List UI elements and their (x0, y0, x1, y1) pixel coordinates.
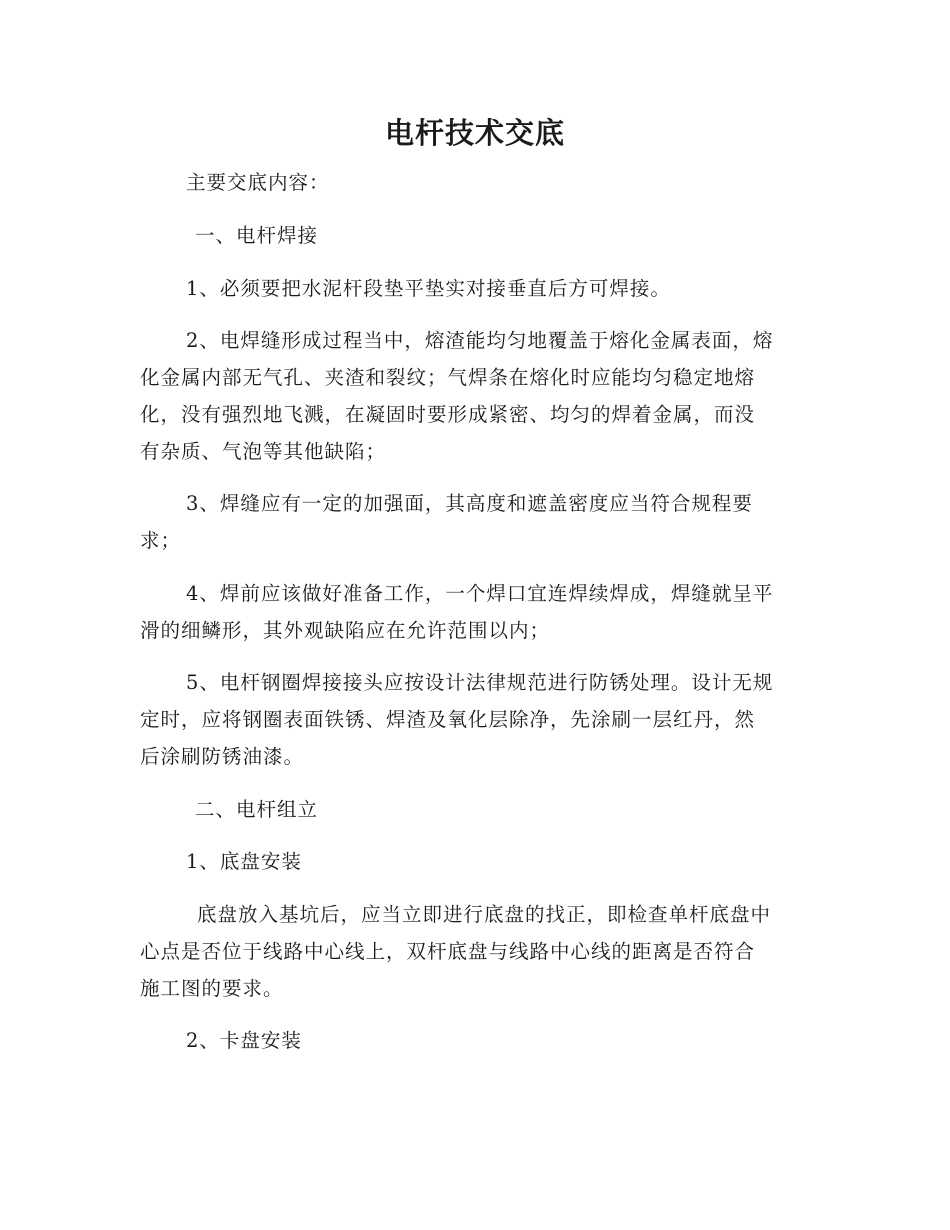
welding-item-2-line-1: 2、电焊缝形成过程当中，熔渣能均匀地覆盖于熔化金属表面，熔 (186, 329, 774, 352)
welding-item-5-line-1: 5、电杆钢圈焊接接头应按设计法律规范进行防锈处理。设计无规 (186, 671, 774, 694)
welding-item-2-line-2: 化金属内部无气孔、夹渣和裂纹；气焊条在熔化时应能均匀稳定地熔 (140, 366, 756, 389)
section-heading-welding: 一、电杆焊接 (195, 224, 319, 247)
base-plate-text-line-2: 心点是否位于线路中心线上，双杆底盘与线路中心线的距离是否符合 (140, 940, 756, 963)
base-plate-text-line-3: 施工图的要求。 (140, 977, 284, 1000)
welding-item-1: 1、必须要把水泥杆段垫平垫实对接垂直后方可焊接。 (186, 277, 671, 300)
welding-item-3-line-1: 3、焊缝应有一定的加强面，其高度和遮盖密度应当符合规程要 (186, 492, 753, 515)
base-plate-text-line-1: 底盘放入基坑后，应当立即进行底盘的找正，即检查单杆底盘中 (197, 903, 772, 926)
welding-item-5-line-2: 定时，应将钢圈表面铁锈、焊渣及氧化层除净，先涂刷一层红丹，然 (140, 708, 756, 731)
subsection-heading-chuck-plate: 2、卡盘安装 (186, 1029, 302, 1052)
welding-item-2-line-4: 有杂质、气泡等其他缺陷； (140, 440, 387, 463)
welding-item-3-line-2: 求； (140, 529, 182, 552)
subsection-heading-base-plate: 1、底盘安装 (186, 850, 302, 873)
welding-item-4-line-2: 滑的细鳞形，其外观缺陷应在允许范围以内； (140, 619, 551, 642)
section-heading-erection: 二、电杆组立 (195, 798, 319, 821)
intro-label: 主要交底内容： (186, 171, 330, 194)
welding-item-4-line-1: 4、焊前应该做好准备工作，一个焊口宜连焊续焊成，焊缝就呈平 (186, 582, 774, 605)
document-title: 电杆技术交底 (384, 116, 565, 150)
welding-item-5-line-3: 后涂刷防锈油漆。 (140, 745, 305, 768)
welding-item-2-line-3: 化，没有强烈地飞溅，在凝固时要形成紧密、均匀的焊着金属，而没 (140, 403, 756, 426)
